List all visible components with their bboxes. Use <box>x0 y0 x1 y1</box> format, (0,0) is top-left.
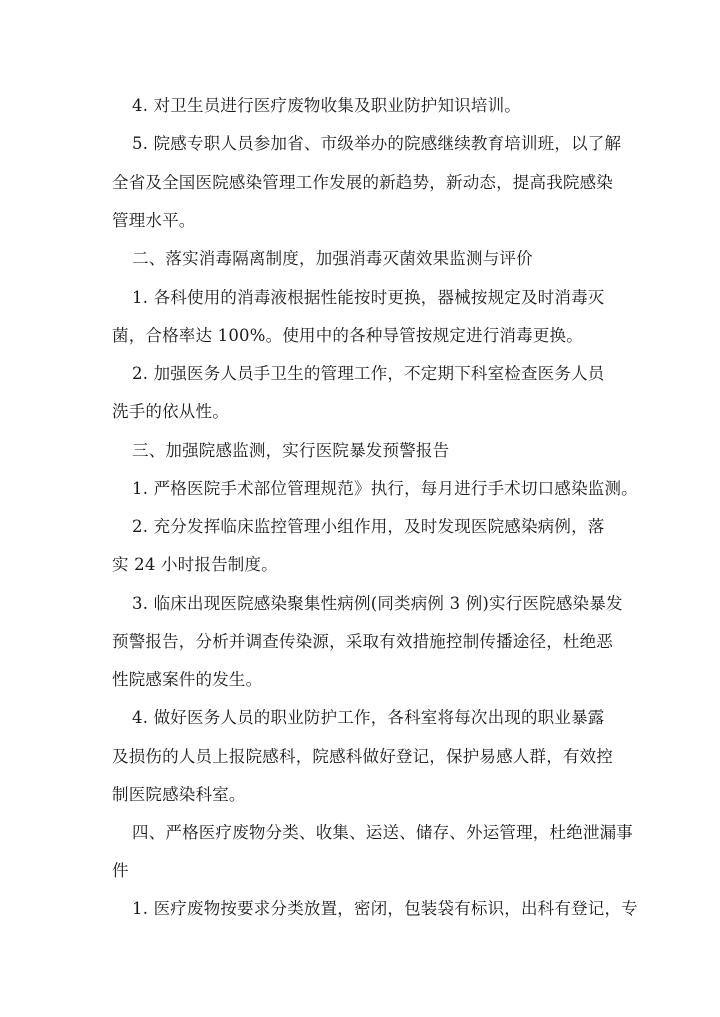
paragraph-line: 制医院感染科室。 <box>112 785 246 804</box>
paragraph-line: 性院感案件的发生。 <box>112 670 263 689</box>
section-heading: 三、加强院感监测，实行医院暴发预警报告 <box>132 441 450 460</box>
list-item: 4. 做好医务人员的职业防护工作，各科室将每次出现的职业暴露 <box>132 708 605 727</box>
list-item: 4. 对卫生员进行医疗废物收集及职业防护知识培训。 <box>132 96 521 115</box>
list-item: 5. 院感专职人员参加省、市级举办的院感继续教育培训班，以了解 <box>132 134 622 153</box>
paragraph-line: 全省及全国医院感染管理工作发展的新趋势，新动态，提高我院感染 <box>112 173 613 192</box>
paragraph-line: 及损伤的人员上报院感科，院感科做好登记，保护易感人群，有效控 <box>112 747 613 766</box>
list-item: 3. 临床出现医院感染聚集性病例(同类病例 3 例)实行医院感染暴发 <box>132 594 623 613</box>
section-heading: 二、落实消毒隔离制度，加强消毒灭菌效果监测与评价 <box>132 249 533 268</box>
paragraph-line: 管理水平。 <box>112 211 196 230</box>
list-item: 1. 医疗废物按要求分类放置，密闭，包装袋有标识，出科有登记，专 <box>132 899 638 918</box>
paragraph-line: 件 <box>112 861 129 880</box>
section-heading: 四、严格医疗废物分类、收集、运送、储存、外运管理，杜绝泄漏事 <box>132 823 633 842</box>
paragraph-line: 预警报告，分析并调查传染源，采取有效措施控制传播途径，杜绝恶 <box>112 632 613 651</box>
list-item: 2. 加强医务人员手卫生的管理工作，不定期下科室检查医务人员 <box>132 364 605 383</box>
list-item: 1. 严格医院手术部位管理规范》执行，每月进行手术切口感染监测。 <box>132 479 638 498</box>
list-item: 2. 充分发挥临床监控管理小组作用，及时发现医院感染病例，落 <box>132 517 605 536</box>
paragraph-line: 菌，合格率达 100%。使用中的各种导管按规定进行消毒更换。 <box>112 326 583 345</box>
list-item: 1. 各科使用的消毒液根据性能按时更换，器械按规定及时消毒灭 <box>132 288 605 307</box>
paragraph-line: 洗手的依从性。 <box>112 402 229 421</box>
paragraph-line: 实 24 小时报告制度。 <box>112 555 278 574</box>
